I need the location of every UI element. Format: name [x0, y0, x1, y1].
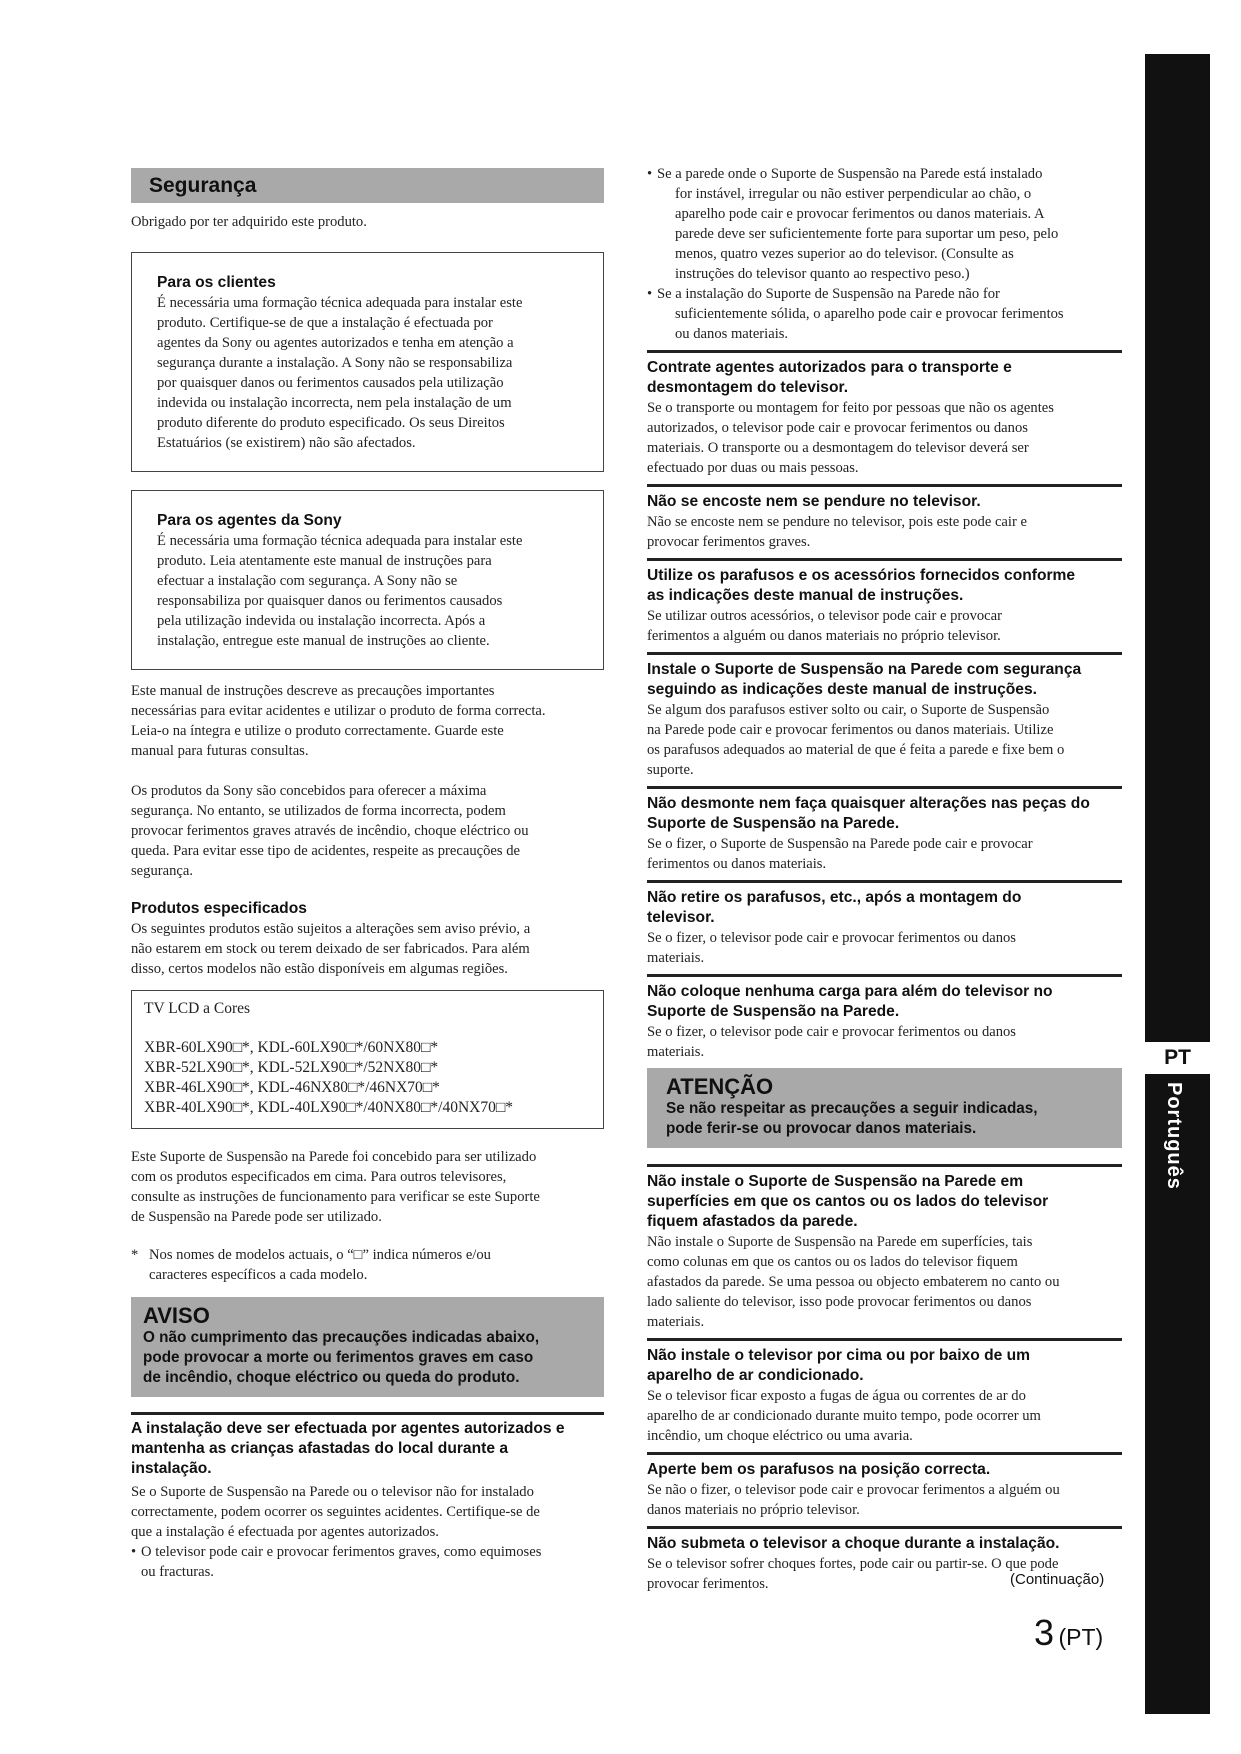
precaution-heading: fiquem afastados da parede. — [647, 1213, 858, 1230]
precaution-heading: Suporte de Suspensão na Parede. — [647, 815, 900, 832]
products-heading: Produtos especificados — [131, 900, 307, 917]
text-line: ou fracturas. — [141, 1564, 214, 1580]
precaution-text: na Parede pode cair e provocar ferimentos ou danos materiais. Utilize — [647, 722, 1054, 738]
products-text — [131, 919, 604, 979]
precaution-text: Se o fizer, o televisor pode cair e provocar ferimentos ou danos — [647, 1024, 1016, 1040]
precaution-text: Se o televisor ficar exposto a fugas de água ou correntes de ar do — [647, 1388, 1026, 1404]
aviso-text — [143, 1328, 592, 1388]
text-line: efectuar a instalação com segurança. A Sony não se — [157, 573, 458, 589]
aviso-box — [131, 1297, 604, 1397]
precaution-heading: Não submeta o televisor a choque durante a instalação. — [647, 1535, 1060, 1552]
page-number — [1034, 1612, 1103, 1654]
precaution-text: Se o fizer, o Suporte de Suspensão na Parede pode cair e provocar — [647, 836, 1033, 852]
text-line: Nos nomes de modelos actuais, o “□” indica números e/ou — [149, 1247, 491, 1263]
precaution-section — [647, 786, 1122, 874]
clients-text — [157, 293, 579, 453]
paragraph-compatibility — [131, 1147, 604, 1227]
precaution-text: materiais. — [647, 1314, 705, 1330]
precaution-section — [647, 1338, 1122, 1446]
footnote-mark: * — [131, 1247, 139, 1263]
precaution-heading: Instale o Suporte de Suspensão na Parede com segurança — [647, 661, 1082, 678]
text-line: instruções do televisor quanto ao respectivo peso.) — [675, 266, 970, 282]
text-line: É necessária uma formação técnica adequada para instalar este — [157, 295, 523, 311]
text-line: segurança durante a instalação. A Sony não se responsabiliza — [157, 355, 513, 371]
divider — [647, 484, 1122, 487]
bullet-item — [647, 284, 1122, 344]
agents-text — [157, 531, 579, 651]
atencao-text — [666, 1099, 1110, 1139]
footnote-text — [149, 1245, 491, 1285]
precaution-heading: aparelho de ar condicionado. — [647, 1367, 864, 1384]
text-line: segurança. No entanto, se utilizados de forma incorrecta, podem — [131, 803, 506, 819]
wall-bullets — [647, 164, 1122, 344]
text-line: produto. Certifique-se de que a instalação é efectuada por — [157, 315, 493, 331]
aviso-title: AVISO — [143, 1303, 210, 1328]
text-line: aparelho pode cair e provocar ferimentos ou danos materiais. A — [675, 206, 1045, 222]
text-line: ou danos materiais. — [675, 326, 789, 342]
bullet-item — [647, 164, 1122, 284]
precaution-text: Se o fizer, o televisor pode cair e provocar ferimentos ou danos — [647, 930, 1016, 946]
text-line: menos, quatro vezes superior ao do televisor. (Consulte as — [675, 246, 1014, 262]
precautions-list-b — [647, 1164, 1122, 1594]
text-line: O não cumprimento das precauções indicadas abaixo, — [143, 1329, 540, 1346]
divider — [647, 1452, 1122, 1455]
text-line: de Suspensão na Parede pode ser utilizado. — [131, 1209, 382, 1225]
paragraph-products-safety — [131, 781, 604, 881]
precaution-section — [647, 652, 1122, 780]
precaution-text: provocar ferimentos graves. — [647, 534, 811, 550]
precaution-text: como colunas em que os cantos ou os lados do televisor fiquem — [647, 1254, 1018, 1270]
precaution-text: materiais. O transporte ou a desmontagem do televisor deverá ser — [647, 440, 1029, 456]
precaution-text: materiais. — [647, 950, 705, 966]
atencao-title: ATENÇÃO — [666, 1074, 774, 1099]
text-line: Este manual de instruções descreve as precauções importantes — [131, 683, 495, 699]
models-box — [131, 990, 604, 1129]
precaution-section — [647, 484, 1122, 552]
bullet-mark: • — [647, 166, 653, 182]
text-line: Se a parede onde o Suporte de Suspensão na Parede está instalado — [657, 166, 1043, 182]
text-line: Os seguintes produtos estão sujeitos a alterações sem aviso prévio, a — [131, 921, 531, 937]
precaution-text: os parafusos adequados ao material de que é feita a parede e fixe bem o — [647, 742, 1065, 758]
precaution-heading: as indicações deste manual de instruções. — [647, 587, 964, 604]
precaution-text: aparelho de ar condicionado durante muito tempo, pode ocorrer um — [647, 1408, 1041, 1424]
text-line: mantenha as crianças afastadas do local durante a — [131, 1440, 508, 1457]
atencao-box — [647, 1068, 1122, 1148]
text-line: instalação, entregue este manual de instruções ao cliente. — [157, 633, 490, 649]
bullet-text — [657, 164, 1058, 284]
precaution-heading: Não se encoste nem se pendure no televisor. — [647, 493, 981, 510]
text-line: for instável, irregular ou não estiver perpendicular ao chão, o — [675, 186, 1032, 202]
models-list — [144, 1038, 591, 1118]
text-line: instalação. — [131, 1460, 212, 1477]
precautions-list-a — [647, 350, 1122, 1062]
text-line: queda. Para evitar esse tipo de acidentes, respeite as precauções de — [131, 843, 520, 859]
precaution-section — [647, 1164, 1122, 1332]
text-line: não estarem em stock ou terem deixado de ser fabricados. Para além — [131, 941, 530, 957]
text-line: suficientemente sólida, o aparelho pode cair e provocar ferimentos — [675, 306, 1064, 322]
text-line: responsabiliza por quaisquer danos ou ferimentos causados — [157, 593, 503, 609]
paragraph-manual — [131, 681, 604, 761]
precaution-text: efectuado por duas ou mais pessoas. — [647, 460, 859, 476]
language-code-tab: PT — [1145, 1042, 1210, 1074]
text-line: correctamente, podem ocorrer os seguintes acidentes. Certifique-se de — [131, 1504, 540, 1520]
precaution-heading: Contrate agentes autorizados para o transporte e — [647, 359, 1012, 376]
divider — [647, 558, 1122, 561]
precaution-section — [647, 1452, 1122, 1520]
text-line: manual para futuras consultas. — [131, 743, 309, 759]
precaution-heading: superfícies em que os cantos ou os lados do televisor — [647, 1193, 1049, 1210]
text-line: por quaisquer danos ou ferimentos causados pela utilização — [157, 375, 504, 391]
text-line: É necessária uma formação técnica adequada para instalar este — [157, 533, 523, 549]
precaution-text: ferimentos ou danos materiais. — [647, 856, 827, 872]
precaution-text: provocar ferimentos. — [647, 1576, 769, 1592]
precaution-section — [647, 880, 1122, 968]
precaution-text: Se utilizar outros acessórios, o televisor pode cair e provocar — [647, 608, 1002, 624]
text-line: disso, certos modelos não estão disponíveis em algumas regiões. — [131, 961, 508, 977]
clients-box — [131, 252, 604, 472]
text-line: provocar ferimentos graves através de incêndio, choque eléctrico ou — [131, 823, 529, 839]
text-line: segurança. — [131, 863, 193, 879]
text-line: necessárias para evitar acidentes e utilizar o produto de forma correcta. — [131, 703, 546, 719]
agents-box — [131, 490, 604, 670]
text-line: pode provocar a morte ou ferimentos graves em caso — [143, 1349, 534, 1366]
precaution-text: incêndio, um choque eléctrico ou uma avaria. — [647, 1428, 913, 1444]
precaution-heading: seguindo as indicações deste manual de instruções. — [647, 681, 1037, 698]
text-line: agentes da Sony ou agentes autorizados e tenha em atenção a — [157, 335, 514, 351]
divider — [647, 1338, 1122, 1341]
agents-heading: Para os agentes da Sony — [157, 512, 342, 529]
divider — [647, 974, 1122, 977]
clients-heading: Para os clientes — [157, 274, 276, 291]
precaution-text: afastados da parede. Se uma pessoa ou objecto embaterem no canto ou — [647, 1274, 1060, 1290]
text-line: O televisor pode cair e provocar ferimentos graves, como equimoses — [141, 1544, 542, 1560]
text-line: Se a instalação do Suporte de Suspensão na Parede não for — [657, 286, 1000, 302]
text-line: consulte as instruções de funcionamento para verificar se este Suporte — [131, 1189, 540, 1205]
divider — [647, 880, 1122, 883]
divider — [647, 1526, 1122, 1529]
precaution-text: Se não o fizer, o televisor pode cair e provocar ferimentos a alguém ou — [647, 1482, 1060, 1498]
bullet-text — [657, 284, 1064, 344]
precaution-text: autorizados, o televisor pode cair e provocar ferimentos ou danos — [647, 420, 1028, 436]
text-line: pela utilização indevida ou instalação incorrecta. Após a — [157, 613, 486, 629]
divider — [647, 350, 1122, 353]
divider — [647, 786, 1122, 789]
precaution-heading: Não instale o televisor por cima ou por baixo de um — [647, 1347, 1030, 1364]
text-line: XBR-40LX90□*, KDL-40LX90□*/40NX80□*/40NX70□* — [144, 1099, 513, 1116]
precaution-heading: Não instale o Suporte de Suspensão na Parede em — [647, 1173, 1024, 1190]
text-line: produto diferente do produto especificado. Os seus Direitos — [157, 415, 505, 431]
right-column — [647, 164, 1122, 1600]
precaution-heading: Não retire os parafusos, etc., após a montagem do — [647, 889, 1022, 906]
precaution-text: materiais. — [647, 1044, 705, 1060]
divider — [647, 1164, 1122, 1167]
language-label: Português — [1163, 1082, 1185, 1190]
text-line: indevida ou instalação incorrecta, nem pela instalação de um — [157, 395, 512, 411]
text-line: Estatuários (se existirem) não são afectados. — [157, 435, 416, 451]
precaution-text: suporte. — [647, 762, 694, 778]
text-line: XBR-46LX90□*, KDL-46NX80□*/46NX70□* — [144, 1079, 440, 1096]
text-line: A instalação deve ser efectuada por agentes autorizados e — [131, 1420, 565, 1437]
precaution-heading: televisor. — [647, 909, 715, 926]
left-column — [131, 168, 604, 1582]
precaution-text: lado saliente do televisor, isso pode provocar ferimentos ou danos — [647, 1294, 1032, 1310]
divider — [647, 652, 1122, 655]
precaution-heading: Não desmonte nem faça quaisquer alterações nas peças do — [647, 795, 1090, 812]
text-line: Este Suporte de Suspensão na Parede foi concebido para ser utilizado — [131, 1149, 537, 1165]
precaution-heading: Utilize os parafusos e os acessórios fornecidos conforme — [647, 567, 1076, 584]
text-line: XBR-52LX90□*, KDL-52LX90□*/52NX80□* — [144, 1059, 439, 1076]
text-line: produto. Leia atentamente este manual de instruções para — [157, 553, 492, 569]
text-line: Os produtos da Sony são concebidos para oferecer a máxima — [131, 783, 487, 799]
text-line: pode ferir-se ou provocar danos materiais. — [666, 1120, 977, 1137]
text-line: parede deve ser suficientemente forte para suportar um peso, pelo — [675, 226, 1059, 242]
precaution-heading: desmontagem do televisor. — [647, 379, 849, 396]
precaution-heading: Suporte de Suspensão na Parede. — [647, 1003, 900, 1020]
precaution-text: Se algum dos parafusos estiver solto ou cair, o Suporte de Suspensão — [647, 702, 1050, 718]
footnote — [131, 1245, 604, 1285]
text-line: Leia-o na íntegra e utilize o produto correctamente. Guarde este — [131, 723, 504, 739]
precaution-section — [647, 558, 1122, 646]
text-line: de incêndio, choque eléctrico ou queda do produto. — [143, 1369, 520, 1386]
precaution-heading: Não coloque nenhuma carga para além do televisor no — [647, 983, 1053, 1000]
section-title: Segurança — [131, 168, 604, 203]
text-line: Se o Suporte de Suspensão na Parede ou o televisor não for instalado — [131, 1484, 534, 1500]
intro-text: Obrigado por ter adquirido este produto. — [131, 214, 367, 230]
text-line: com os produtos especificados em cima. Para outros televisores, — [131, 1169, 507, 1185]
precaution-text: danos materiais no próprio televisor. — [647, 1502, 860, 1518]
precaution-text: Não se encoste nem se pendure no televisor, pois este pode cair e — [647, 514, 1027, 530]
text-line: que a instalação é efectuada por agentes autorizados. — [131, 1524, 439, 1540]
precaution-section — [647, 350, 1122, 478]
install-text — [131, 1482, 604, 1542]
text-line: XBR-60LX90□*, KDL-60LX90□*/60NX80□* — [144, 1039, 439, 1056]
precaution-text: Não instale o Suporte de Suspensão na Parede em superfícies, tais — [647, 1234, 1033, 1250]
precaution-heading: Aperte bem os parafusos na posição correcta. — [647, 1461, 991, 1478]
divider — [131, 1412, 604, 1415]
continuation-label: (Continuação) — [1010, 1571, 1105, 1588]
install-heading — [131, 1419, 604, 1479]
text-line: Se não respeitar as precauções a seguir indicadas, — [666, 1100, 1038, 1117]
bullet-mark: • — [647, 286, 653, 302]
precaution-text: Se o televisor sofrer choques fortes, pode cair ou partir-se. O que pode — [647, 1556, 1059, 1572]
page-number-suffix: (PT) — [1058, 1624, 1104, 1650]
page-number-value: 3 — [1034, 1612, 1055, 1653]
precaution-text: ferimentos a alguém ou danos materiais no próprio televisor. — [647, 628, 1001, 644]
install-bullet: • O televisor pode cair e provocar ferimentos graves, como equimoses ou fracturas. — [131, 1544, 542, 1580]
text-line: caracteres específicos a cada modelo. — [149, 1267, 368, 1283]
precaution-section — [647, 974, 1122, 1062]
models-box-title: TV LCD a Cores — [144, 1000, 251, 1017]
precaution-text: Se o transporte ou montagem for feito por pessoas que não os agentes — [647, 400, 1054, 416]
language-sidebar — [1145, 54, 1210, 1714]
